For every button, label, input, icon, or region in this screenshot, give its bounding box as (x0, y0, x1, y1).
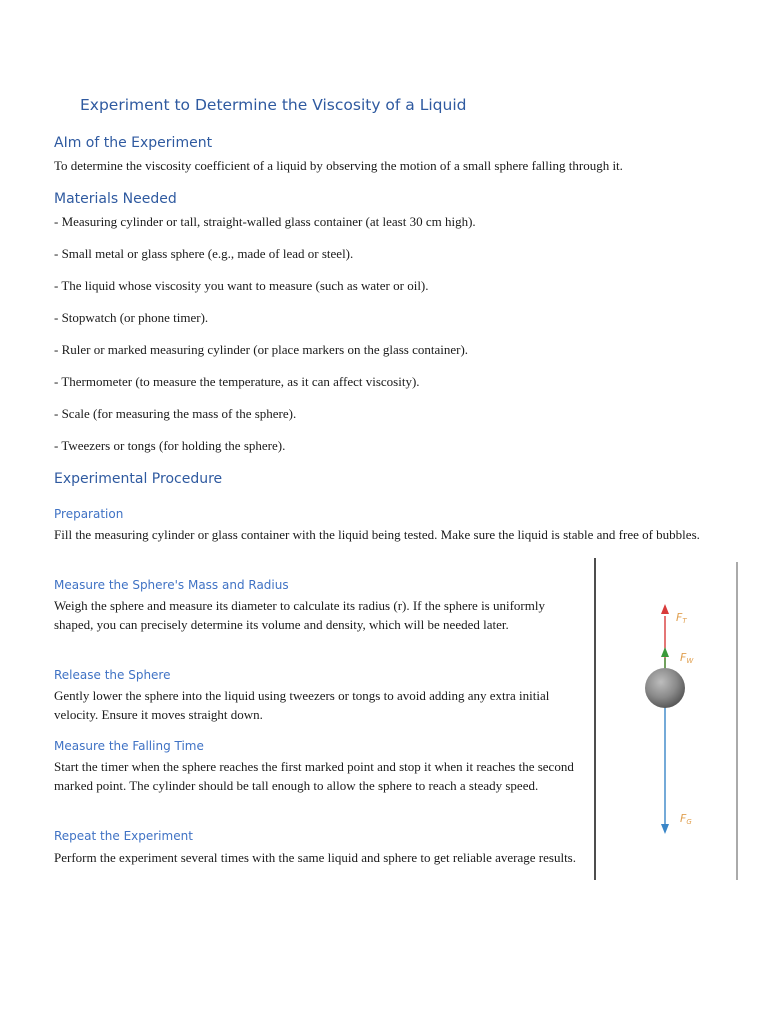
step-title: Preparation (54, 507, 124, 521)
sphere (645, 668, 685, 708)
falling-sphere-diagram (594, 558, 740, 880)
page-title: Experiment to Determine the Viscosity of a Liquid (80, 96, 467, 114)
materials-heading: Materials Needed (54, 191, 177, 207)
aim-heading: AIm of the Experiment (54, 135, 213, 151)
material-item: - Tweezers or tongs (for holding the sphere). (54, 438, 286, 453)
procedure-heading: Experimental Procedure (54, 471, 223, 487)
material-item: - Ruler or marked measuring cylinder (or place markers on the glass container). (54, 342, 469, 357)
step-title: Measure the Falling Time (54, 739, 204, 753)
step-title: Repeat the Experiment (54, 829, 193, 843)
buoyancy-arrow-head (661, 647, 669, 657)
step-text: Fill the measuring cylinder or glass container with the liquid being tested. Make sure the liquid is stable and free of bubbles. (54, 527, 700, 542)
step-text: Start the timer when the sphere reaches the first marked point and stop it when it reaches the second marked point. The cylinder should be tall enough to allow the sphere to reach a steady speed. (54, 759, 574, 793)
step-text: Gently lower the sphere into the liquid using tweezers or tongs to avoid adding any extra initial velocity. Ensure it moves straight down. (54, 688, 550, 722)
material-item: - The liquid whose viscosity you want to measure (such as water or oil). (54, 278, 429, 293)
aim-text: To determine the viscosity coefficient of a liquid by observing the motion of a small sphere falling through it. (54, 158, 623, 173)
step-title: Release the Sphere (54, 668, 171, 682)
step-text: Perform the experiment several times with the same liquid and sphere to get reliable average results. (54, 850, 576, 865)
step-text: Weigh the sphere and measure its diameter to calculate its radius (r). If the sphere is uniformly shaped, you can precisely determine its volume and density, which will be needed later. (54, 598, 545, 632)
label-buoyancy-force: FW (680, 651, 694, 665)
step-title: Measure the Sphere's Mass and Radius (54, 578, 289, 592)
gravity-arrow-head (661, 824, 669, 834)
material-item: - Measuring cylinder or tall, straight-walled glass container (at least 30 cm high). (54, 214, 476, 229)
material-item: - Small metal or glass sphere (e.g., made of lead or steel). (54, 246, 354, 261)
label-gravity-force: FG (680, 812, 692, 826)
material-item: - Stopwatch (or phone timer). (54, 310, 209, 325)
material-item: - Scale (for measuring the mass of the sphere). (54, 406, 297, 421)
material-item: - Thermometer (to measure the temperature, as it can affect viscosity). (54, 374, 420, 389)
drag-arrow-head (661, 604, 669, 614)
label-drag-force: FT (676, 611, 687, 625)
